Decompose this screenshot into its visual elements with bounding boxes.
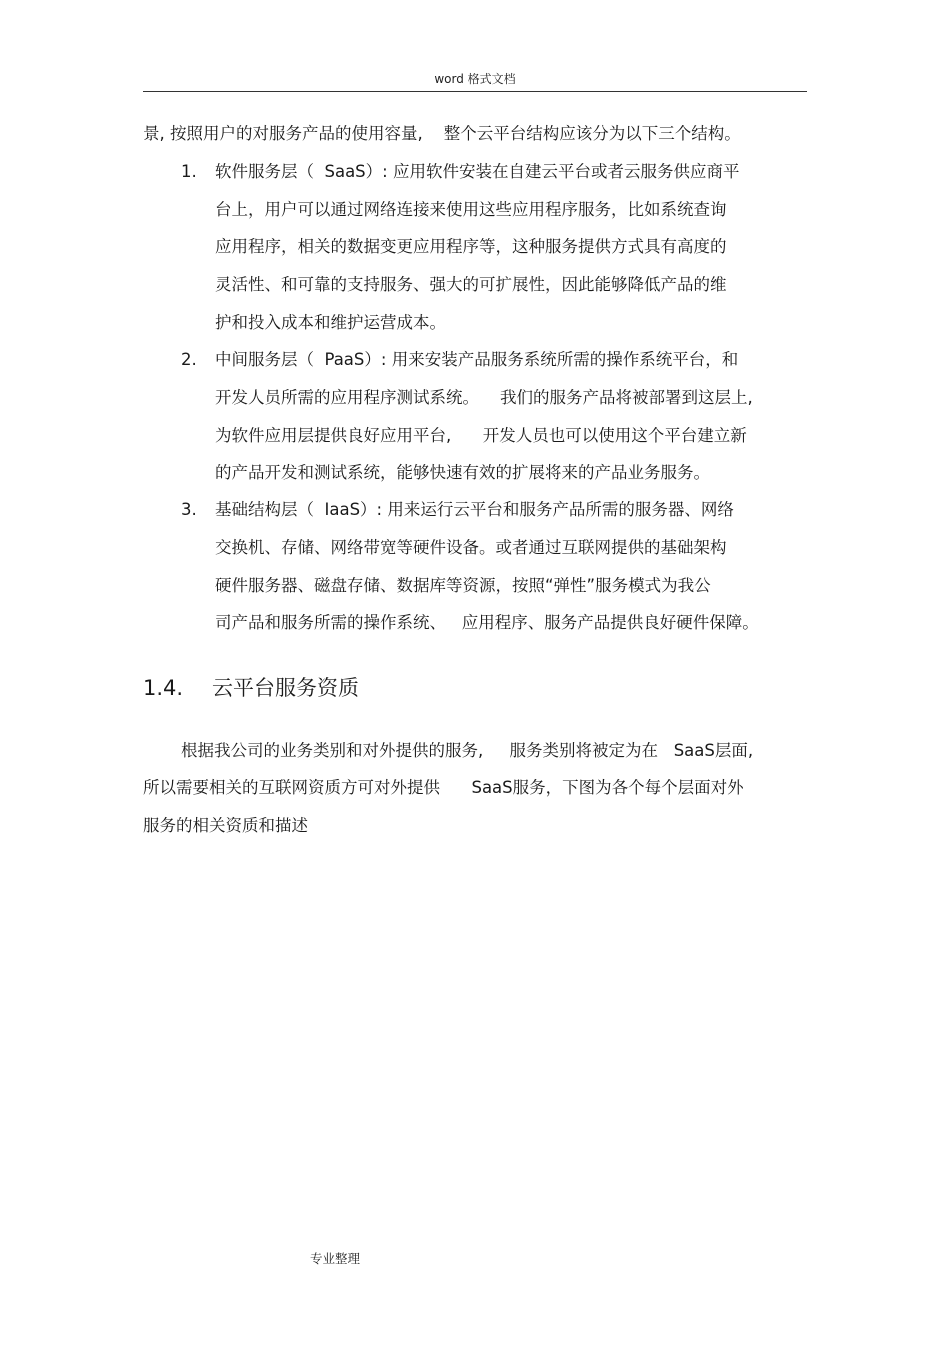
list-item-number: 3. bbox=[181, 500, 197, 519]
section-title: 云平台服务资质 bbox=[212, 676, 359, 700]
list-item-line: 的产品开发和测试系统，能够快速有效的扩展将来的产品业务服务。 bbox=[215, 463, 710, 482]
paragraph-line: 所以需要相关的互联网资质方可对外提供 SaaS服务，下图为各个每个层面对外 bbox=[143, 778, 744, 797]
list-item-line: 交换机、存储、网络带宽等硬件设备。或者通过互联网提供的基础架构 bbox=[215, 538, 727, 557]
paragraph-line: 服务的相关资质和描述 bbox=[143, 816, 308, 835]
list-item-line: 软件服务层（ SaaS）: 应用软件安装在自建云平台或者云服务供应商平 bbox=[215, 162, 740, 181]
header-text: word 格式文档 bbox=[434, 72, 516, 86]
paragraph-line: 根据我公司的业务类别和对外提供的服务, 服务类别将被定为在 SaaS层面, bbox=[181, 741, 754, 760]
list-item-line: 基础结构层（ IaaS）: 用来运行云平台和服务产品所需的服务器、网络 bbox=[215, 500, 734, 519]
page-footer: 专业整理 bbox=[310, 1251, 361, 1266]
list-item-line: 应用程序，相关的数据变更应用程序等，这种服务提供方式具有高度的 bbox=[215, 237, 727, 256]
list-item-line: 开发人员所需的应用程序测试系统。 我们的服务产品将被部署到这层上, bbox=[215, 388, 753, 407]
list-item-number: 2. bbox=[181, 350, 197, 369]
list-item-line: 硬件服务器、磁盘存储、数据库等资源，按照“弹性”服务模式为我公 bbox=[215, 576, 711, 595]
list-item-line: 台上，用户可以通过网络连接来使用这些应用程序服务，比如系统查询 bbox=[215, 200, 727, 219]
section-number: 1.4. bbox=[143, 676, 184, 700]
header-divider bbox=[143, 91, 807, 92]
list-item-line: 中间服务层（ PaaS）: 用来安装产品服务系统所需的操作系统平台，和 bbox=[215, 350, 739, 369]
list-item-line: 司产品和服务所需的操作系统、 应用程序、服务产品提供良好硬件保障。 bbox=[215, 613, 759, 632]
intro-line: 景, 按照用户的对服务产品的使用容量, 整个云平台结构应该分为以下三个结构。 bbox=[143, 124, 741, 143]
list-item-line: 为软件应用层提供良好应用平台, 开发人员也可以使用这个平台建立新 bbox=[215, 426, 747, 445]
list-item-number: 1. bbox=[181, 162, 197, 181]
list-item-line: 灵活性、和可靠的支持服务、强大的可扩展性，因此能够降低产品的维 bbox=[215, 275, 727, 294]
list-item-line: 护和投入成本和维护运营成本。 bbox=[215, 313, 446, 332]
